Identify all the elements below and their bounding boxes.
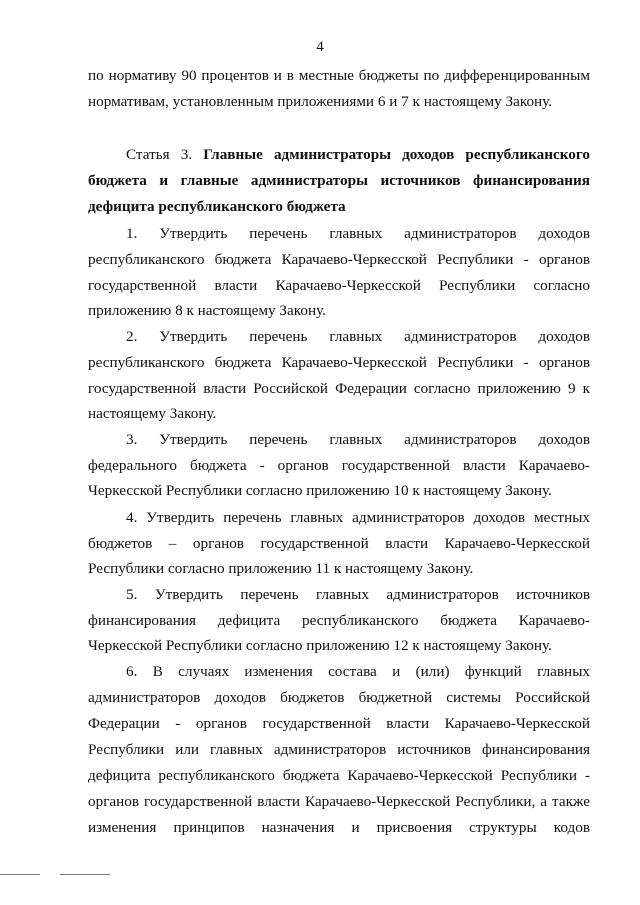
item-6-line-5: дефицита республиканского бюджета Карачаево-Черкесской Республики - — [88, 767, 590, 784]
item-3-line-2: федерального бюджета - органов государственной власти Карачаево- — [88, 457, 590, 474]
scan-artifact — [0, 874, 40, 875]
article-3-heading-line-1 — [88, 142, 590, 169]
item-6-line-4: Республики или главных администраторов источников финансирования — [88, 741, 590, 758]
scan-artifact — [60, 874, 110, 875]
item-4-line-1: 4. Утвердить перечень главных администраторов доходов местных — [126, 509, 590, 526]
item-1-line-2: республиканского бюджета Карачаево-Черкесской Республики - органов — [88, 251, 590, 268]
item-5-line-3: Черкесской Республики согласно приложению 12 к настоящему Закону. — [88, 637, 552, 654]
page-number: 4 — [316, 39, 324, 55]
paragraph-0-line-1: по нормативу 90 процентов и в местные бюджеты по дифференцированным — [88, 67, 590, 84]
item-6-line-1: 6. В случаях изменения состава и (или) функций главных — [126, 663, 590, 680]
item-1-line-1: 1. Утвердить перечень главных администраторов доходов — [126, 225, 590, 242]
item-5-line-2: финансирования дефицита республиканского бюджета Карачаево- — [88, 612, 590, 629]
item-2-line-2: республиканского бюджета Карачаево-Черкесской Республики - органов — [88, 354, 590, 371]
item-3-line-3: Черкесской Республики согласно приложению 10 к настоящему Закону. — [88, 482, 552, 499]
item-2-line-4: настоящему Закону. — [88, 405, 217, 422]
item-2-line-3: государственной власти Российской Федерации согласно приложению 9 к — [88, 380, 590, 397]
item-6-line-2: администраторов доходов бюджетов бюджетной системы Российской — [88, 689, 590, 706]
article-3-heading-line-3: дефицита республиканского бюджета — [88, 198, 346, 215]
article-3-title-part-1: Главные администраторы доходов республиканского — [203, 146, 590, 163]
paragraph-0-line-2: нормативам, установленным приложениями 6 и 7 к настоящему Закону. — [88, 93, 553, 110]
item-6-line-3: Федерации - органов государственной власти Карачаево-Черкесской — [88, 715, 590, 732]
item-6-line-6: органов государственной власти Карачаево-Черкесской Республики, а также — [88, 793, 590, 810]
item-4-line-2: бюджетов – органов государственной власти Карачаево-Черкесской — [88, 535, 590, 552]
item-6-line-7: изменения принципов назначения и присвоения структуры кодов — [88, 819, 590, 836]
item-5-line-1: 5. Утвердить перечень главных администраторов источников — [126, 586, 590, 603]
item-4-line-3: Республики согласно приложению 11 к настоящему Закону. — [88, 560, 474, 577]
article-3-label: Статья 3. — [126, 146, 204, 163]
item-3-line-1: 3. Утвердить перечень главных администраторов доходов — [126, 431, 590, 448]
item-1-line-4: приложению 8 к настоящему Закону. — [88, 302, 326, 319]
item-2-line-1: 2. Утвердить перечень главных администраторов доходов — [126, 328, 590, 345]
article-3-heading-line-2: бюджета и главные администраторы источников финансирования — [88, 172, 590, 189]
item-1-line-3: государственной власти Карачаево-Черкесской Республики согласно — [88, 277, 590, 294]
